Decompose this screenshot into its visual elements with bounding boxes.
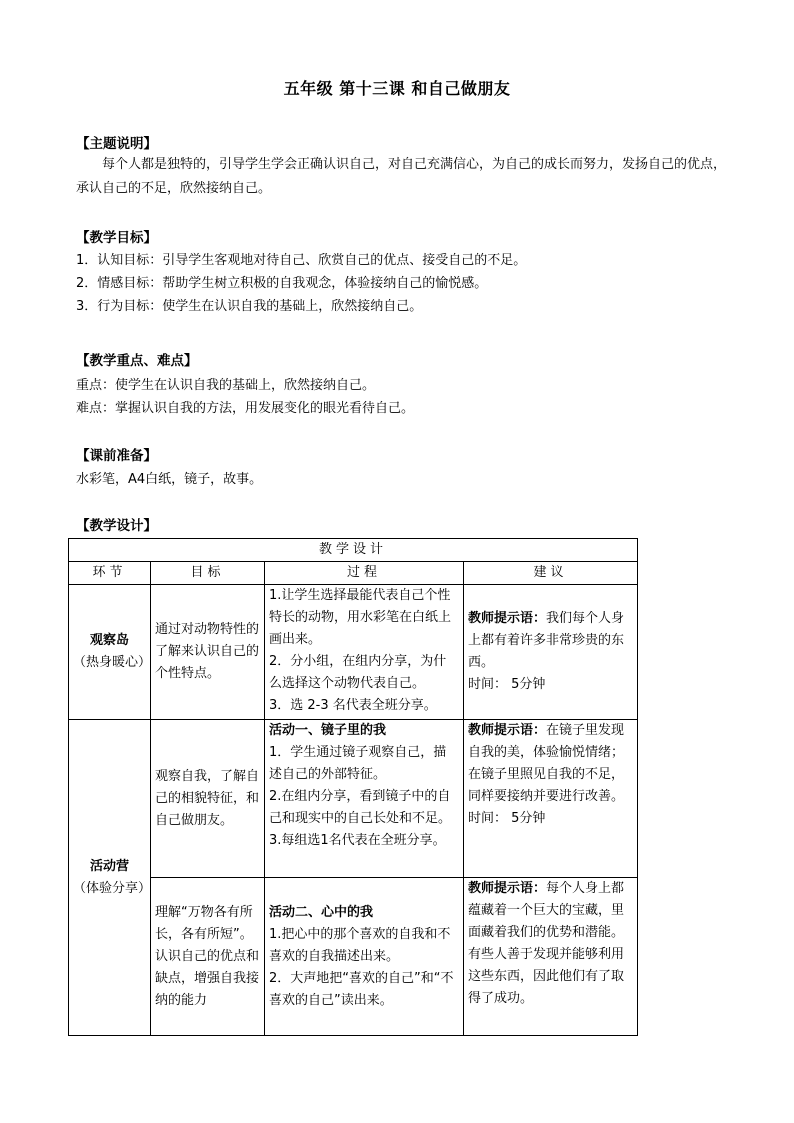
tip-label: 教师提示语： [468, 881, 547, 896]
stage-name: 观察岛 [89, 633, 129, 648]
process-step: 3．选 2-3 名代表全班分享。 [269, 698, 437, 713]
theme-heading: 【主题说明】 [76, 136, 157, 152]
goal-item: 2．情感目标：帮助学生树立积极的自我观念，体验接纳自己的愉悦感。 [76, 276, 488, 291]
table-title: 教学设计 [69, 539, 638, 562]
process-cell [265, 585, 464, 720]
goal-cell: 观察自我，了解自己的相貌特征，和自己做朋友。 [151, 720, 265, 878]
goal-item: 1．认知目标：引导学生客观地对待自己、欣赏自己的优点、接受自己的不足。 [76, 253, 527, 268]
prep-text: 水彩笔，A4白纸，镜子，故事。 [76, 472, 263, 487]
activity-title: 活动一、镜子里的我 [269, 723, 387, 738]
process-step: 1．学生通过镜子观察自己，描述自己的外部特征。 [269, 745, 447, 782]
theme-text: 每个人都是独特的，引导学生学会正确认识自己，对自己充满信心，为自己的成长而努力，发扬自己的优点，承认自己的不足，欣然接纳自己。 [76, 157, 727, 196]
goal-cell: 通过对动物特性的了解来认识自己的个性特点。 [151, 585, 265, 720]
stage-cell [69, 720, 151, 1036]
suggestion-cell [464, 878, 638, 1036]
keypoints-heading: 【教学重点、难点】 [76, 353, 198, 369]
process-cell [265, 720, 464, 878]
goals-heading: 【教学目标】 [76, 230, 157, 246]
tip-text: 在镜子里发现自我的美，体验愉悦情绪；在镜子里照见自我的不足，同样要接纳并要进行改善。 [468, 723, 625, 804]
stage-subtitle: （体验分享） [73, 880, 152, 896]
process-step: 3.每组选1名代表在全班分享。 [269, 833, 446, 848]
keypoint-item: 难点：掌握认识自我的方法，用发展变化的眼光看待自己。 [76, 401, 415, 416]
tip-label: 教师提示语： [468, 611, 547, 626]
suggestion-cell [464, 720, 638, 878]
tip-label: 教师提示语： [468, 723, 547, 738]
time-text: 时间： 5分钟 [468, 811, 546, 826]
table-row [69, 720, 638, 878]
tip-text: 每个人身上都蕴藏着一个巨大的宝藏，里面藏着我们的优势和潜能。 [468, 881, 625, 940]
goal-item: 3．行为目标：使学生在认识自我的基础上，欣然接纳自己。 [76, 299, 423, 314]
page-title: 五年级 第十三课 和自己做朋友 [283, 79, 511, 98]
stage-subtitle: （热身暖心） [73, 655, 152, 670]
column-header-goal: 目标 [151, 562, 265, 585]
suggestion-cell [464, 585, 638, 720]
time-text: 时间： 5分钟 [468, 677, 546, 692]
process-cell [265, 878, 464, 1036]
process-step: 2.在组内分享，看到镜子中的自己和现实中的自己长处和不足。 [269, 789, 452, 826]
keypoint-item: 重点：使学生在认识自我的基础上，欣然接纳自己。 [76, 378, 376, 393]
column-header-process: 过程 [265, 562, 464, 585]
column-header-stage: 环节 [69, 562, 151, 585]
process-step: 1.把心中的那个喜欢的自我和不喜欢的自我描述出来。 [269, 926, 451, 964]
stage-name: 活动营 [89, 858, 129, 874]
activity-title: 活动二、心中的我 [269, 904, 374, 920]
table-row [69, 878, 638, 1036]
process-step: 1.让学生选择最能代表自己个性特长的动物，用水彩笔在白纸上画出来。 [269, 588, 452, 647]
column-header-suggestion: 建议 [464, 562, 638, 585]
stage-cell [69, 585, 151, 720]
table-row [69, 585, 638, 720]
prep-heading: 【课前准备】 [76, 448, 157, 464]
tip-extra-text: 有些人善于发现并能够利用这些东西，因此他们有了取得了成功。 [468, 947, 625, 1006]
process-step: 2．大声地把“喜欢的自己”和“不喜欢的自己”读出来。 [269, 970, 454, 1008]
tip-text: 我们每个人身上都有着许多非常珍贵的东西。 [468, 611, 625, 670]
teaching-design-table [68, 538, 638, 1036]
design-heading: 【教学设计】 [76, 518, 157, 534]
goal-cell: 理解“万物各有所长，各有所短”。认识自己的优点和缺点，增强自我接纳的能力 [151, 878, 265, 1036]
process-step: 2．分小组，在组内分享，为什么选择这个动物代表自己。 [269, 654, 447, 691]
